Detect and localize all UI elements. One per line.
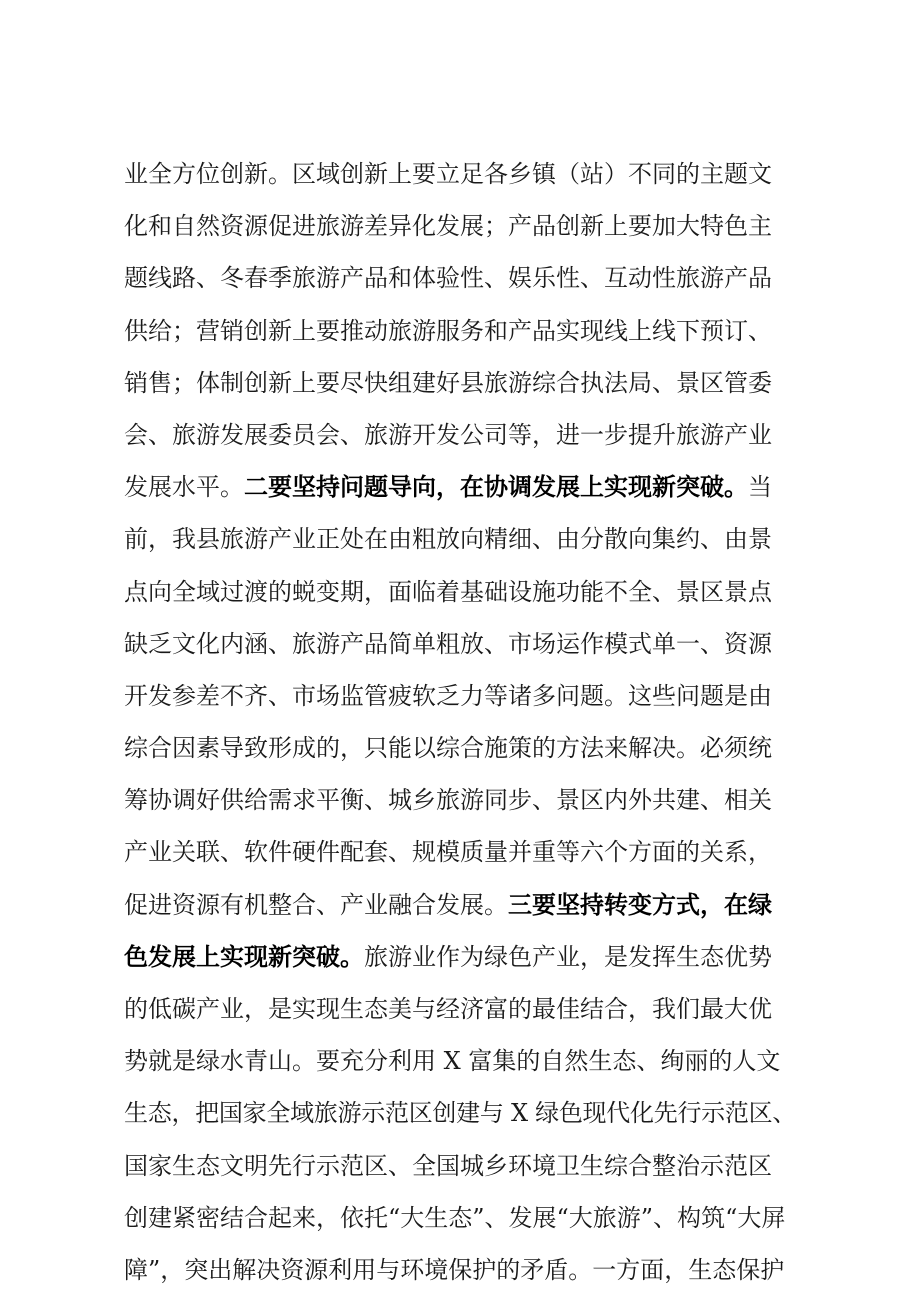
text-segment: 生态，把国家全域旅游示范区创建与 X 绿色现代化先行示范区、 bbox=[124, 1099, 797, 1128]
text-segment: 化和自然资源促进旅游差异化发展；产品创新上要加大特色主 bbox=[124, 212, 772, 241]
text-segment: 旅游业作为绿色产业，是发挥生态优势 bbox=[364, 942, 772, 971]
text-line bbox=[124, 200, 796, 252]
text-segment: 当 bbox=[748, 473, 772, 502]
text-segment: 国家生态文明先行示范区、全国城乡环境卫生综合整治示范区 bbox=[124, 1151, 772, 1180]
text-line bbox=[124, 252, 796, 304]
text-line bbox=[124, 670, 796, 722]
text-line bbox=[124, 409, 796, 461]
text-segment: 筹协调好供给需求平衡、城乡旅游同步、景区内外共建、相关 bbox=[124, 786, 772, 815]
bold-heading-segment: 色发展上实现新突破。 bbox=[124, 941, 364, 971]
text-segment: 障”，突出解决资源利用与环境保护的矛盾。一方面，生态保护 bbox=[124, 1255, 785, 1284]
text-segment: 题线路、冬春季旅游产品和体验性、娱乐性、互动性旅游产品 bbox=[124, 264, 772, 293]
body-paragraph bbox=[124, 148, 796, 1296]
text-line bbox=[124, 305, 796, 357]
text-line bbox=[124, 1140, 796, 1192]
text-line bbox=[124, 774, 796, 826]
text-line bbox=[124, 1244, 796, 1296]
bold-heading-segment: 二要坚持问题导向，在协调发展上实现新突破。 bbox=[244, 472, 748, 502]
text-line bbox=[124, 1087, 796, 1139]
text-segment: 产业关联、软件硬件配套、规模质量并重等六个方面的关系， bbox=[124, 838, 772, 867]
text-segment: 业全方位创新。区域创新上要立足各乡镇（站）不同的主题文 bbox=[124, 160, 772, 188]
text-line bbox=[124, 826, 796, 878]
text-line bbox=[124, 566, 796, 618]
text-segment: 前，我县旅游产业正处在由粗放向精细、由分散向集约、由景 bbox=[124, 525, 772, 554]
text-segment: 缺乏文化内涵、旅游产品简单粗放、市场运作模式单一、资源 bbox=[124, 629, 772, 658]
text-segment: 点向全域过渡的蜕变期，面临着基础设施功能不全、景区景点 bbox=[124, 577, 772, 606]
text-segment: 供给；营销创新上要推动旅游服务和产品实现线上线下预订、 bbox=[124, 316, 772, 345]
text-line bbox=[124, 618, 796, 670]
text-line bbox=[124, 722, 796, 774]
text-line bbox=[124, 1035, 796, 1087]
text-line bbox=[124, 148, 796, 200]
text-line bbox=[124, 879, 796, 931]
text-line bbox=[124, 513, 796, 565]
text-segment: 创建紧密结合起来，依托“大生态”、发展“大旅游”、构筑“大屏 bbox=[124, 1203, 786, 1232]
text-segment: 的低碳产业，是实现生态美与经济富的最佳结合，我们最大优 bbox=[124, 995, 772, 1023]
text-segment: 综合因素导致形成的，只能以综合施策的方法来解决。必须统 bbox=[124, 734, 772, 763]
text-segment: 势就是绿水青山。要充分利用 X 富集的自然生态、绚丽的人文 bbox=[124, 1047, 781, 1076]
text-line bbox=[124, 461, 796, 513]
text-line bbox=[124, 931, 796, 983]
text-line bbox=[124, 1192, 796, 1244]
text-segment: 会、旅游发展委员会、旅游开发公司等，进一步提升旅游产业 bbox=[124, 420, 772, 449]
text-segment: 发展水平。 bbox=[124, 473, 244, 502]
text-segment: 促进资源有机整合、产业融合发展。 bbox=[124, 890, 508, 919]
text-segment: 销售；体制创新上要尽快组建好县旅游综合执法局、景区管委 bbox=[124, 368, 772, 397]
text-segment: 开发参差不齐、市场监管疲软乏力等诸多问题。这些问题是由 bbox=[124, 681, 772, 710]
bold-heading-segment: 三要坚持转变方式，在绿 bbox=[508, 889, 772, 919]
text-line bbox=[124, 357, 796, 409]
text-line bbox=[124, 983, 796, 1035]
